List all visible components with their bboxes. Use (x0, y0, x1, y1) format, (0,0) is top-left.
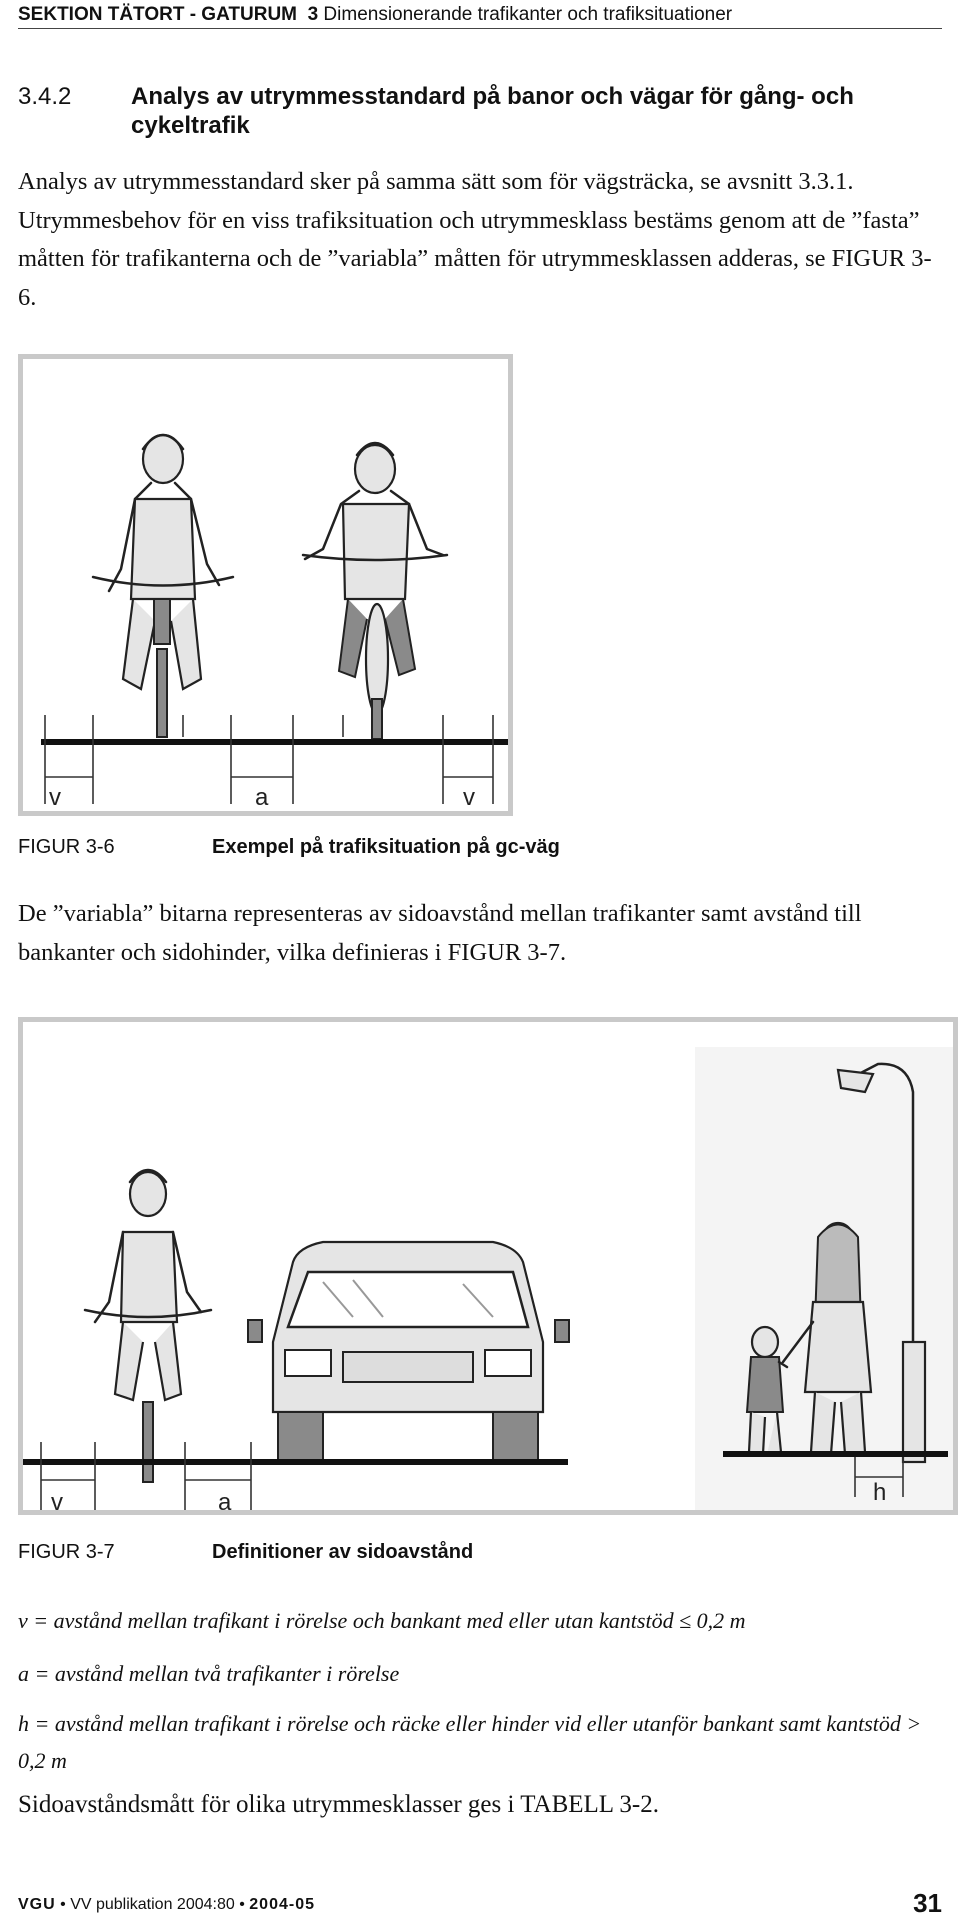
page-footer (18, 1896, 315, 1914)
footer-org: VGU (18, 1896, 56, 1913)
intro-paragraph: Analys av utrymmesstandard sker på samma sätt som för vägsträcka, se avsnitt 3.3.1. Utrymmesbehov för en viss trafiksituation och utrymmesklass bestäms genom att de ”fasta” måtten för trafikanterna och de ”variabla” måtten för utrymmesklassen adderas, se FIGUR 3-6. (18, 168, 932, 311)
figure-3-6-caption-number: FIGUR 3-6 (18, 836, 115, 858)
cyclist-front-icon (85, 1170, 211, 1482)
header-chapter-title: Dimensionerande trafikanter och trafiksituationer (323, 4, 733, 25)
definition-v: v = avstånd mellan trafikant i rörelse och bankant med eller utan kantstöd ≤ 0,2 m (18, 1608, 746, 1633)
figure-3-7-caption-number: FIGUR 3-7 (18, 1541, 115, 1563)
closing-paragraph: Sidoavståndsmått för olika utrymmesklasser ges i TABELL 3-2. (18, 1791, 659, 1818)
fig2-label-a: a (218, 1489, 232, 1510)
section-number: 3.4.2 (18, 83, 72, 110)
page-number: 31 (913, 1888, 942, 1918)
header-section-label: SEKTION TÄTORT - GATURUM (18, 4, 297, 25)
dimension-ticks (45, 715, 493, 804)
footer-separator-2: • (239, 1896, 245, 1913)
figure-3-7-illustration (18, 1017, 958, 1515)
header-chapter-number: 3 (307, 4, 319, 25)
figure-3-7-caption-title: Definitioner av sidoavstånd (212, 1541, 474, 1563)
footer-separator-1: • (60, 1896, 66, 1913)
cyclist-rear-icon (303, 443, 447, 739)
fig1-label-a: a (255, 784, 269, 811)
figure-3-6-illustration (18, 354, 513, 816)
figure-3-6-caption-title: Exempel på trafiksituation på gc-väg (212, 836, 560, 858)
fig1-label-v-right: v (463, 784, 475, 811)
car-icon (248, 1242, 569, 1462)
fig2-label-v: v (51, 1489, 63, 1510)
footer-publication: VV publikation 2004:80 (70, 1896, 235, 1913)
fig1-label-v-left: v (49, 784, 61, 811)
fig2-label-h: h (873, 1479, 887, 1506)
section-title: Analys av utrymmesstandard på banor och vägar för gång- och cykeltrafik (131, 83, 854, 139)
definition-a: a = avstånd mellan två trafikanter i rörelse (18, 1661, 400, 1686)
definition-h: h = avstånd mellan trafikant i rörelse och räcke eller hinder vid eller utanför bankant samt kantstöd > 0,2 m (18, 1711, 922, 1773)
header-divider (18, 28, 942, 29)
body-paragraph-2: De ”variabla” bitarna representeras av sidoavstånd mellan trafikanter samt avstånd till bankanter och sidohinder, vilka definieras i FIGUR 3-7. (18, 900, 862, 966)
footer-date: 2004-05 (249, 1896, 315, 1913)
cyclist-front-icon (93, 435, 233, 737)
